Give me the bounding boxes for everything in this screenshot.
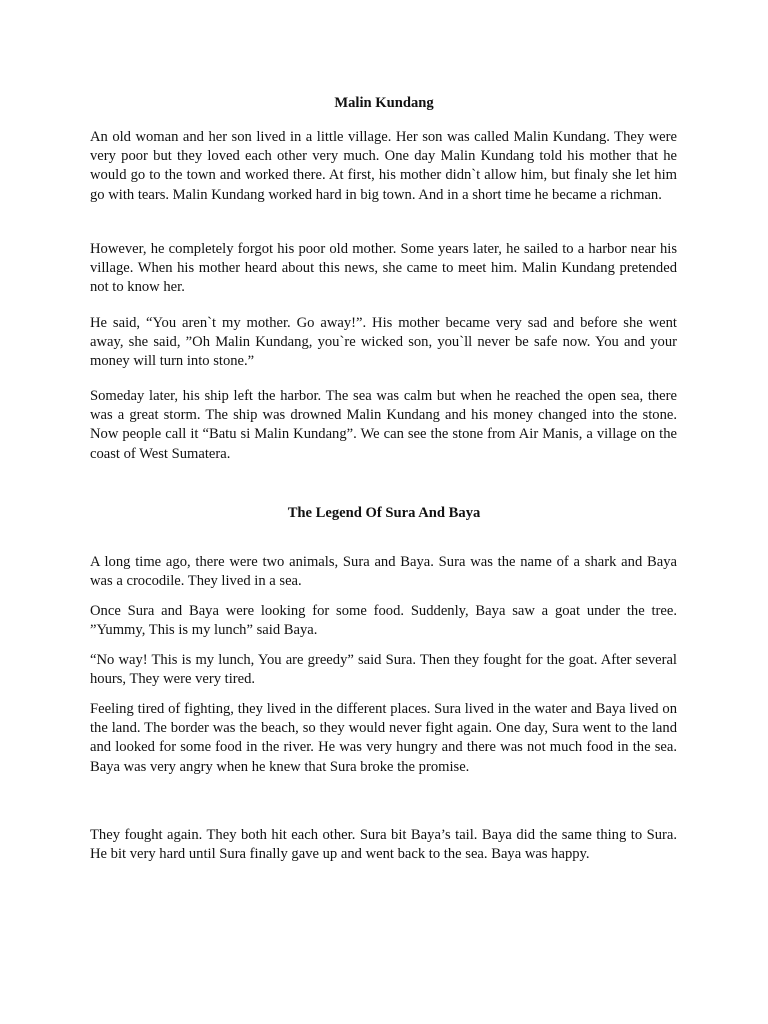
story2-paragraph-3: “No way! This is my lunch, You are greedy” said Sura. Then they fought for the goat. After several hours, They were very tired. xyxy=(90,652,677,688)
story2-paragraph-1: A long time ago, there were two animals, Sura and Baya. Sura was the name of a shark and Baya was a crocodile. They lived in a sea. xyxy=(90,554,677,590)
story-title-malin-kundang: Malin Kundang xyxy=(334,95,434,111)
story2-paragraph-2: Once Sura and Baya were looking for some food. Suddenly, Baya saw a goat under the tree. ”Yummy, This is my lunch” said Baya. xyxy=(90,603,677,639)
story1-paragraph-3: He said, “You aren`t my mother. Go away!”. His mother became very sad and before she went away, she said, ”Oh Malin Kundang, you`re wicked son, you`ll never be safe now. You and your money will turn into stone.” xyxy=(90,315,677,370)
story1-paragraph-2: However, he completely forgot his poor old mother. Some years later, he sailed to a harbor near his village. When his mother heard about this news, she came to meet him. Malin Kundang pretended not to know her. xyxy=(90,241,677,296)
story1-paragraph-1: An old woman and her son lived in a little village. Her son was called Malin Kundang. They were very poor but they loved each other very much. One day Malin Kundang told his mother that he would go to the town and worked there. At first, his mother didn`t allow him, but finaly she let him go with tears. Malin Kundang worked hard in big town. And in a short time he became a richman. xyxy=(90,129,677,203)
story1-paragraph-4: Someday later, his ship left the harbor. The sea was calm but when he reached the open sea, there was a great storm. The ship was drowned Malin Kundang and his money changed into the stone. Now people call it “Batu si Malin Kundang”. We can see the stone from Air Manis, a village on the coast of West Sumatera. xyxy=(90,388,677,462)
story2-paragraph-4: Feeling tired of fighting, they lived in the different places. Sura lived in the water and Baya lived on the land. The border was the beach, so they would never fight again. One day, Sura went to the land and looked for some food in the river. He was very hungry and there was not much food in the sea. Baya was very angry when he knew that Sura broke the promise. xyxy=(90,701,677,775)
story2-paragraph-5: They fought again. They both hit each other. Sura bit Baya’s tail. Baya did the same thing to Sura. He bit very hard until Sura finally gave up and went back to the sea. Baya was happy. xyxy=(90,827,677,863)
story-title-sura-and-baya: The Legend Of Sura And Baya xyxy=(287,505,481,521)
